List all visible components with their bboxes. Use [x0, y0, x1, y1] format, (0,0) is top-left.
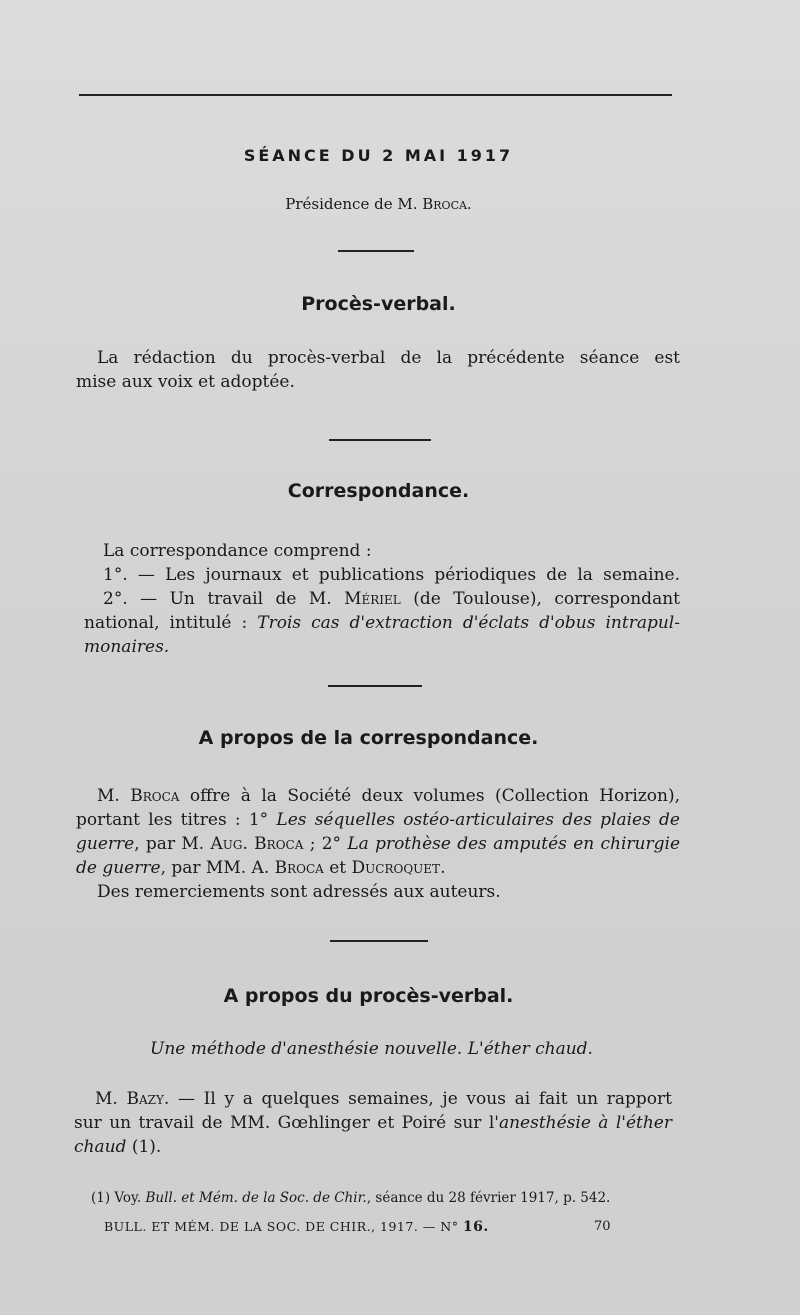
- article-subtitle: Une méthode d'anesthésie nouvelle. L'éther chaud.: [150, 1039, 593, 1059]
- a-propos-correspondance-heading: A propos de la correspondance.: [198, 727, 539, 749]
- correspondance-heading: Correspondance.: [287, 480, 470, 502]
- proces-verbal-heading: Procès-verbal.: [301, 293, 456, 315]
- session-title: SÉANCE DU 2 MAI 1917: [243, 146, 514, 165]
- proces-verbal-text: La rédaction du procès-verbal de la précédente séance est mise aux voix et adoptée.: [76, 348, 680, 392]
- a-propos-proces-verbal-heading: A propos du procès-verbal.: [223, 985, 514, 1007]
- top-rule: [79, 94, 672, 96]
- section-divider: [330, 940, 428, 942]
- page-number: 70: [594, 1219, 611, 1234]
- section-divider: [338, 250, 414, 252]
- journal-footer: BULL. ET MÉM. DE LA SOC. DE CHIR., 1917. — N° 16.: [104, 1219, 489, 1235]
- presidence-line: Présidence de M. Broca.: [285, 195, 472, 213]
- bazy-text: M. Bazy. — Il y a quelques semaines, je vous ai fait un rapport sur un travail de MM. Gœhlinger et Poiré sur l'anesthésie à l'éther chaud (1).: [74, 1089, 672, 1157]
- section-divider: [329, 439, 431, 441]
- correspondance-text: La correspondance comprend : 1°. — Les journaux et publications périodiques de la semaine. 2°. — Un travail de M. Mériel (de Toulouse), correspondant national, intitulé : Trois cas d'extraction d'éclats d'obus intrapul- monaires.: [84, 541, 680, 657]
- president-name: Broca.: [422, 195, 472, 213]
- a-propos-correspondance-text: M. Broca offre à la Société deux volumes (Collection Horizon), portant les titres : 1° Les séquelles ostéo-articulaires des plaies de guerre, par M. Aug. Broca ; 2° La prothèse des amputés en chirurgie de guerre, par MM. A. Broca et Ducroquet. Des remerciements sont adressés aux auteurs.: [76, 786, 681, 902]
- footnote: (1) Voy. Bull. et Mém. de la Soc. de Chir., séance du 28 février 1917, p. 542.: [91, 1190, 611, 1206]
- section-divider: [328, 685, 422, 687]
- author-name: Mériel: [344, 589, 401, 609]
